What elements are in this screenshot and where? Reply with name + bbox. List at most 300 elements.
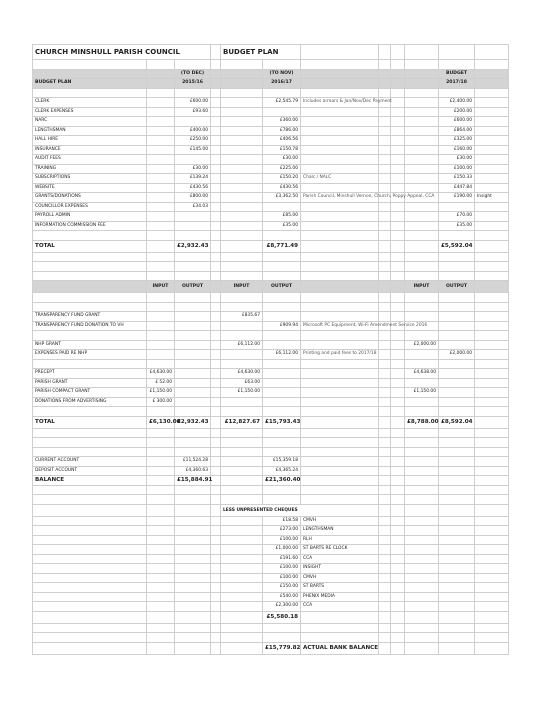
cell[interactable] <box>147 583 175 593</box>
cell[interactable] <box>147 174 175 184</box>
input-header[interactable]: INPUT <box>147 281 175 293</box>
cell[interactable] <box>391 221 405 231</box>
cell[interactable] <box>263 633 301 643</box>
amount-2017[interactable]: £160.00 <box>439 145 475 155</box>
cell[interactable] <box>439 611 475 623</box>
cell[interactable] <box>475 302 509 312</box>
cheque-amount[interactable]: £540.00 <box>263 592 301 602</box>
cell[interactable] <box>211 516 221 526</box>
row-extra[interactable] <box>475 117 509 127</box>
cell[interactable] <box>405 535 439 545</box>
cell[interactable] <box>221 117 263 127</box>
cell[interactable] <box>439 642 475 654</box>
cell[interactable] <box>405 231 439 241</box>
cheque-amount[interactable]: £150.00 <box>263 583 301 593</box>
amount-2015[interactable] <box>175 212 211 222</box>
cell[interactable] <box>439 231 475 241</box>
cell[interactable] <box>405 60 439 70</box>
cell[interactable] <box>301 495 379 505</box>
cheque-amount[interactable]: £1,000.00 <box>263 545 301 555</box>
row-extra[interactable] <box>475 221 509 231</box>
cell[interactable] <box>391 350 405 360</box>
cell[interactable] <box>211 633 221 643</box>
cell[interactable] <box>221 69 263 79</box>
cell[interactable] <box>175 252 211 262</box>
cell[interactable] <box>391 504 405 516</box>
total-output-2017[interactable]: £8,592.04 <box>439 416 475 428</box>
cell[interactable] <box>379 573 391 583</box>
cell[interactable] <box>391 164 405 174</box>
cell[interactable] <box>33 633 147 643</box>
cell[interactable] <box>211 321 221 331</box>
cell[interactable] <box>391 564 405 574</box>
cell[interactable] <box>221 202 263 212</box>
cell[interactable] <box>391 79 405 89</box>
cell[interactable] <box>33 564 147 574</box>
amount-2016[interactable]: £35.00 <box>263 221 301 231</box>
cell[interactable] <box>439 457 475 467</box>
cell[interactable] <box>439 545 475 555</box>
cell[interactable] <box>301 407 379 417</box>
cell[interactable] <box>379 231 391 241</box>
cell[interactable] <box>391 495 405 505</box>
cell[interactable] <box>211 88 221 98</box>
cell[interactable] <box>147 231 175 241</box>
input-header[interactable]: INPUT <box>405 281 439 293</box>
cell[interactable] <box>405 271 439 281</box>
cell[interactable] <box>221 476 263 486</box>
amount-2015[interactable]: £800.00 <box>175 193 211 203</box>
cell[interactable] <box>147 183 175 193</box>
amount-2015[interactable] <box>175 221 211 231</box>
cell[interactable] <box>379 495 391 505</box>
cell[interactable] <box>475 466 509 476</box>
cell[interactable] <box>475 79 509 89</box>
cell[interactable] <box>439 45 475 60</box>
cell[interactable] <box>475 504 509 516</box>
amount-2015[interactable] <box>175 155 211 165</box>
cell[interactable] <box>379 545 391 555</box>
cell[interactable] <box>263 252 301 262</box>
cell[interactable] <box>211 302 221 312</box>
cell[interactable] <box>391 117 405 127</box>
cell[interactable] <box>391 155 405 165</box>
cell[interactable] <box>221 495 263 505</box>
cell[interactable] <box>405 117 439 127</box>
cell[interactable] <box>175 331 211 341</box>
output-2016[interactable] <box>263 397 301 407</box>
cell[interactable] <box>439 438 475 448</box>
cell[interactable] <box>211 407 221 417</box>
bank-balance-label[interactable]: ACTUAL BANK BALANCE <box>301 642 379 654</box>
cell[interactable] <box>263 88 301 98</box>
cell[interactable] <box>211 98 221 108</box>
cell[interactable] <box>147 554 175 564</box>
cell[interactable] <box>405 155 439 165</box>
cell[interactable] <box>405 88 439 98</box>
input-2015[interactable]: £1,150.00 <box>147 388 175 398</box>
cell[interactable] <box>263 447 301 457</box>
row-label[interactable]: GRANTS/DONATIONS <box>33 193 147 203</box>
cell[interactable] <box>33 495 147 505</box>
cell[interactable] <box>475 583 509 593</box>
amount-2017[interactable] <box>439 202 475 212</box>
cell[interactable] <box>379 416 391 428</box>
cell[interactable] <box>405 447 439 457</box>
cell[interactable] <box>391 302 405 312</box>
row-label[interactable]: EXPENSES PAID RE NHP <box>33 350 147 360</box>
output-2015[interactable] <box>175 369 211 379</box>
amount-2017[interactable]: £864.00 <box>439 126 475 136</box>
cell[interactable] <box>221 602 263 612</box>
cell[interactable] <box>379 312 391 322</box>
cell[interactable] <box>379 611 391 623</box>
cell[interactable] <box>301 476 379 486</box>
cell[interactable] <box>391 388 405 398</box>
amount-2016[interactable]: £406.56 <box>263 136 301 146</box>
input-2017[interactable] <box>405 397 439 407</box>
cell[interactable] <box>263 359 301 369</box>
cell[interactable] <box>405 212 439 222</box>
cell[interactable] <box>379 302 391 312</box>
cell[interactable] <box>301 447 379 457</box>
cell[interactable] <box>391 611 405 623</box>
cell[interactable] <box>33 504 147 516</box>
bank-balance-amount[interactable]: £15,779.82 <box>263 642 301 654</box>
cell[interactable] <box>175 592 211 602</box>
cell[interactable] <box>391 69 405 79</box>
cell[interactable] <box>211 262 221 272</box>
cell[interactable] <box>379 428 391 438</box>
cell[interactable] <box>211 642 221 654</box>
cell[interactable] <box>379 79 391 89</box>
cell[interactable] <box>211 331 221 341</box>
cell[interactable] <box>439 293 475 303</box>
cell[interactable] <box>147 212 175 222</box>
cell[interactable] <box>391 45 405 60</box>
cell[interactable] <box>221 331 263 341</box>
col-header[interactable]: (TO DEC) <box>175 69 211 79</box>
cell[interactable] <box>147 535 175 545</box>
cell[interactable] <box>405 174 439 184</box>
cell[interactable] <box>301 428 379 438</box>
cheque-payee[interactable]: INSIGHT <box>301 564 379 574</box>
cell[interactable] <box>379 155 391 165</box>
cheque-amount[interactable]: £18.58 <box>263 516 301 526</box>
cell[interactable] <box>175 359 211 369</box>
cell[interactable] <box>211 312 221 322</box>
cell[interactable] <box>211 221 221 231</box>
cheques-total[interactable]: £5,580.18 <box>263 611 301 623</box>
total-input-2016[interactable]: £12,827.67 <box>221 416 263 428</box>
cell[interactable] <box>211 545 221 555</box>
cell[interactable] <box>221 302 263 312</box>
cell[interactable] <box>475 45 509 60</box>
cell[interactable] <box>439 583 475 593</box>
cell[interactable] <box>405 252 439 262</box>
cell[interactable] <box>175 611 211 623</box>
cell[interactable] <box>475 535 509 545</box>
cell[interactable] <box>391 476 405 486</box>
cell[interactable] <box>391 369 405 379</box>
budget-label[interactable]: BUDGET PLAN <box>33 79 147 89</box>
cell[interactable] <box>33 447 147 457</box>
cell[interactable] <box>379 240 391 252</box>
cell[interactable] <box>221 174 263 184</box>
cell[interactable] <box>147 221 175 231</box>
cell[interactable] <box>475 642 509 654</box>
cell[interactable] <box>221 193 263 203</box>
cell[interactable] <box>379 447 391 457</box>
cell[interactable] <box>391 212 405 222</box>
total-input-2015[interactable]: £6,130.00 <box>147 416 175 428</box>
row-label[interactable]: INSURANCE <box>33 145 147 155</box>
cell[interactable] <box>147 164 175 174</box>
cell[interactable] <box>211 117 221 127</box>
amount-2017[interactable]: £70.00 <box>439 212 475 222</box>
cell[interactable] <box>263 262 301 272</box>
cell[interactable] <box>301 611 379 623</box>
row-label[interactable]: HALL HIRE <box>33 136 147 146</box>
cell[interactable] <box>405 516 439 526</box>
cell[interactable] <box>379 388 391 398</box>
cell[interactable] <box>391 623 405 633</box>
cell[interactable] <box>147 293 175 303</box>
cell[interactable] <box>221 136 263 146</box>
cheque-payee[interactable]: LENGTHSMAN <box>301 526 379 536</box>
cell[interactable] <box>33 359 147 369</box>
input-2016[interactable]: £6,112.00 <box>221 340 263 350</box>
cell[interactable] <box>379 164 391 174</box>
row-note[interactable] <box>301 388 379 398</box>
cell[interactable] <box>175 438 211 448</box>
cell[interactable] <box>475 312 509 322</box>
row-note[interactable] <box>301 212 379 222</box>
cell[interactable] <box>379 117 391 127</box>
output-2017[interactable] <box>439 321 475 331</box>
row-extra[interactable] <box>475 212 509 222</box>
cheque-amount[interactable]: £191.60 <box>263 554 301 564</box>
cell[interactable] <box>147 88 175 98</box>
cell[interactable] <box>475 564 509 574</box>
cell[interactable] <box>147 545 175 555</box>
amount-2017[interactable]: £447.84 <box>439 183 475 193</box>
cell[interactable] <box>391 174 405 184</box>
cell[interactable] <box>405 642 439 654</box>
cell[interactable] <box>221 79 263 89</box>
cell[interactable] <box>211 350 221 360</box>
cell[interactable] <box>147 485 175 495</box>
row-label[interactable]: COUNCILLOR EXPENSES <box>33 202 147 212</box>
cell[interactable] <box>211 145 221 155</box>
cell[interactable] <box>475 397 509 407</box>
cell[interactable] <box>221 611 263 623</box>
cell[interactable] <box>379 350 391 360</box>
cell[interactable] <box>439 485 475 495</box>
cell[interactable] <box>263 302 301 312</box>
cell[interactable] <box>211 564 221 574</box>
cell[interactable] <box>263 438 301 448</box>
cell[interactable] <box>33 281 147 293</box>
cell[interactable] <box>379 485 391 495</box>
cell[interactable] <box>391 183 405 193</box>
row-label[interactable]: CLERK EXPENSES <box>33 107 147 117</box>
col-header[interactable]: 2017/18 <box>439 79 475 89</box>
sheet-subtitle[interactable]: BUDGET PLAN <box>221 45 301 60</box>
cell[interactable] <box>405 145 439 155</box>
cell[interactable] <box>33 592 147 602</box>
cell[interactable] <box>405 359 439 369</box>
cell[interactable] <box>221 271 263 281</box>
cheque-amount[interactable]: £100.00 <box>263 564 301 574</box>
cell[interactable] <box>405 564 439 574</box>
cell[interactable] <box>147 359 175 369</box>
cell[interactable] <box>211 535 221 545</box>
cell[interactable] <box>175 554 211 564</box>
cell[interactable] <box>439 623 475 633</box>
cell[interactable] <box>475 526 509 536</box>
amount-2016[interactable]: £225.00 <box>263 164 301 174</box>
output-2016[interactable] <box>263 340 301 350</box>
cell[interactable] <box>211 174 221 184</box>
output-2015[interactable] <box>175 350 211 360</box>
cell[interactable] <box>379 592 391 602</box>
cell[interactable] <box>301 69 379 79</box>
cell[interactable] <box>439 516 475 526</box>
cell[interactable] <box>147 79 175 89</box>
cell[interactable] <box>147 60 175 70</box>
row-label[interactable]: WEBSITE <box>33 183 147 193</box>
cell[interactable] <box>405 79 439 89</box>
cell[interactable] <box>221 359 263 369</box>
cell[interactable] <box>221 583 263 593</box>
amount-2015[interactable]: £430.56 <box>175 183 211 193</box>
cell[interactable] <box>379 476 391 486</box>
amount-2016[interactable]: £150.20 <box>263 174 301 184</box>
cell[interactable] <box>301 485 379 495</box>
cell[interactable] <box>405 623 439 633</box>
cell[interactable] <box>147 564 175 574</box>
row-label[interactable]: NARC <box>33 117 147 127</box>
cell[interactable] <box>147 642 175 654</box>
cell[interactable] <box>379 69 391 79</box>
cell[interactable] <box>379 340 391 350</box>
cell[interactable] <box>211 554 221 564</box>
cell[interactable] <box>211 438 221 448</box>
cell[interactable] <box>475 438 509 448</box>
row-note[interactable] <box>301 397 379 407</box>
cell[interactable] <box>175 447 211 457</box>
cell[interactable] <box>379 281 391 293</box>
cell[interactable] <box>263 293 301 303</box>
cell[interactable] <box>301 633 379 643</box>
row-note[interactable]: Parish Council, Minshull Vernon, Church, Poppy Appeal, CCA <box>301 193 379 203</box>
cell[interactable] <box>263 231 301 241</box>
cell[interactable] <box>405 592 439 602</box>
output-2017[interactable] <box>439 340 475 350</box>
cell[interactable] <box>391 126 405 136</box>
cell[interactable] <box>147 331 175 341</box>
cell[interactable] <box>439 88 475 98</box>
cell[interactable] <box>405 504 439 516</box>
total-2017[interactable]: £5,592.04 <box>439 240 475 252</box>
cell[interactable] <box>175 262 211 272</box>
row-note[interactable]: Includes arrears & Jan/Nov/Dec Payment <box>301 98 379 108</box>
cell[interactable] <box>301 331 379 341</box>
cell[interactable] <box>147 633 175 643</box>
cell[interactable] <box>391 240 405 252</box>
cell[interactable] <box>211 164 221 174</box>
cell[interactable] <box>439 271 475 281</box>
cell[interactable] <box>379 212 391 222</box>
row-extra[interactable] <box>475 202 509 212</box>
row-note[interactable] <box>301 369 379 379</box>
cell[interactable] <box>175 231 211 241</box>
cell[interactable] <box>221 145 263 155</box>
cell[interactable] <box>391 262 405 272</box>
cell[interactable] <box>211 485 221 495</box>
cell[interactable] <box>379 202 391 212</box>
cell[interactable] <box>147 271 175 281</box>
cell[interactable] <box>147 438 175 448</box>
cell[interactable] <box>391 340 405 350</box>
cheque-payee[interactable]: CMVH <box>301 573 379 583</box>
cell[interactable] <box>475 331 509 341</box>
row-extra[interactable] <box>475 183 509 193</box>
amount-2015[interactable]: £30.00 <box>175 164 211 174</box>
cell[interactable] <box>391 485 405 495</box>
cell[interactable] <box>211 466 221 476</box>
cell[interactable] <box>475 378 509 388</box>
output-2016[interactable] <box>263 312 301 322</box>
cell[interactable] <box>221 633 263 643</box>
cell[interactable] <box>211 457 221 467</box>
cell[interactable] <box>405 302 439 312</box>
total-label[interactable]: TOTAL <box>33 240 147 252</box>
cell[interactable] <box>211 416 221 428</box>
output-header[interactable]: OUTPUT <box>439 281 475 293</box>
amount-2017[interactable]: £150.33 <box>439 174 475 184</box>
cell[interactable] <box>147 602 175 612</box>
cell[interactable] <box>379 457 391 467</box>
total-output-2016[interactable]: £15,793.43 <box>263 416 301 428</box>
cell[interactable] <box>221 183 263 193</box>
total-input-2017[interactable]: £8,788.00 <box>405 416 439 428</box>
row-note[interactable]: Printing and paid fees to 2017/18 <box>301 350 379 360</box>
row-note[interactable] <box>301 117 379 127</box>
input-2015[interactable]: £ 300.00 <box>147 397 175 407</box>
cell[interactable] <box>147 495 175 505</box>
cell[interactable] <box>33 231 147 241</box>
cell[interactable] <box>439 535 475 545</box>
cell[interactable] <box>301 457 379 467</box>
cell[interactable] <box>405 136 439 146</box>
cell[interactable] <box>175 535 211 545</box>
cell[interactable] <box>405 633 439 643</box>
cell[interactable] <box>379 45 391 60</box>
cell[interactable] <box>391 293 405 303</box>
cell[interactable] <box>175 60 211 70</box>
cell[interactable] <box>405 107 439 117</box>
cell[interactable] <box>175 495 211 505</box>
row-label[interactable]: TRAINING <box>33 164 147 174</box>
cell[interactable] <box>379 583 391 593</box>
cell[interactable] <box>301 79 379 89</box>
cell[interactable] <box>211 136 221 146</box>
row-extra[interactable] <box>475 136 509 146</box>
cell[interactable] <box>405 240 439 252</box>
cell[interactable] <box>379 602 391 612</box>
